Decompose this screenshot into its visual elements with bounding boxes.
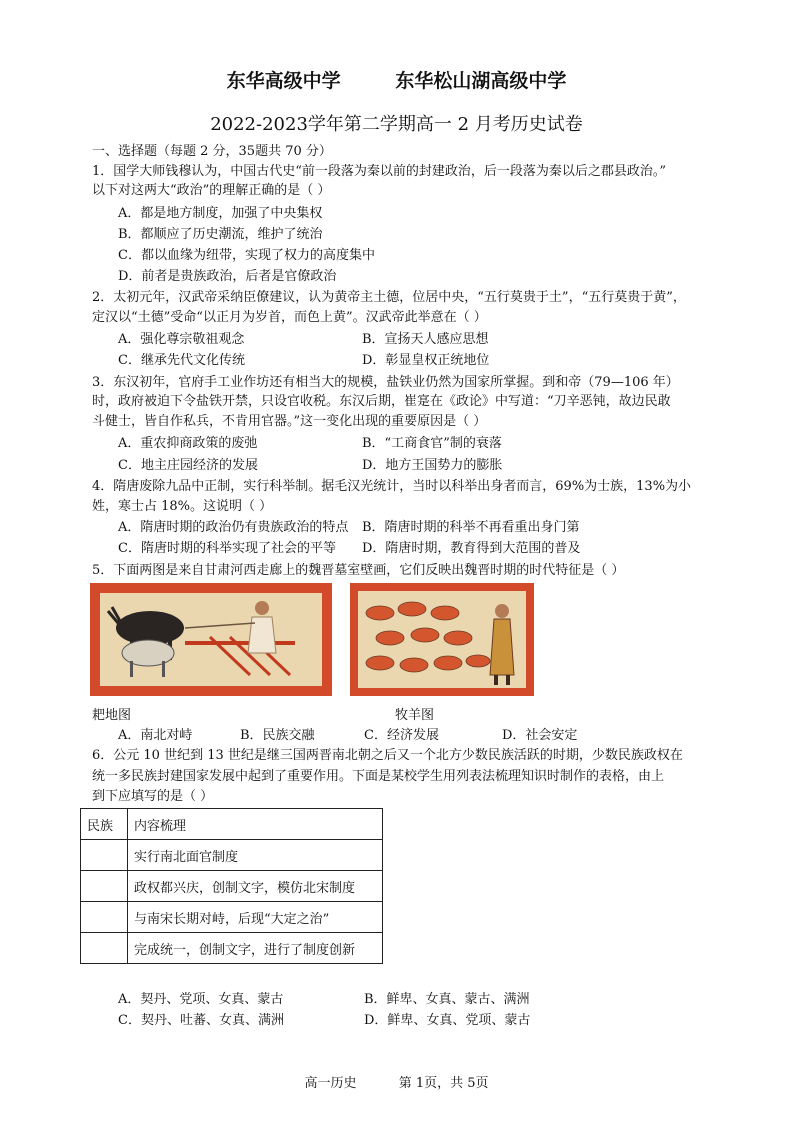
q1-stem-line2: 以下对这两大“政治”的理解正确的是（ ） — [92, 183, 331, 198]
exam-title: 2022-2023学年第二学期高一 2 月考历史试卷 — [210, 114, 583, 135]
table-header-row — [81, 809, 383, 840]
q3-option-b: B．“工商食官”制的衰落 — [362, 436, 502, 451]
ethnic-regime-table — [80, 808, 383, 964]
q3-stem-line1: 3．东汉初年，官府手工业作坊还有相当大的规模，盐铁业仍然为国家所掌握。到和帝（79—106 年） — [92, 375, 679, 390]
q6-stem-line1: 6．公元 10 世纪到 13 世纪是继三国两晋南北朝之后又一个北方少数民族活跃的时期，少数民族政权在 — [92, 748, 683, 763]
table-cell-blank — [81, 840, 128, 871]
q4-stem-line1: 4．隋唐废除九品中正制，实行科举制。据毛汉光统计，当时以科举出身者而言，69%为士族，13%为小 — [92, 479, 692, 494]
school-name-2: 东华松山湖高级中学 — [395, 70, 567, 92]
q1-stem-line1: 1．国学大师钱穆认为，中国古代史“前一段落为秦以前的封建政治，后一段落为秦以后之郡县政治。” — [92, 164, 667, 179]
table-cell-blank — [81, 902, 128, 933]
q5-option-d: D．社会安定 — [502, 728, 578, 743]
exam-header — [0, 66, 793, 93]
q1-option-c: C．都以血缘为纽带，实现了权力的高度集中 — [118, 248, 375, 263]
q4-option-c: C．隋唐时期的科举实现了社会的平等 — [118, 541, 336, 556]
q5-option-a: A．南北对峙 — [118, 728, 193, 743]
q5-option-b: B．民族交融 — [240, 728, 315, 743]
q2-option-d: D．彰显皇权正统地位 — [362, 353, 490, 368]
q6-stem-line3: 到下应填写的是（ ） — [92, 789, 214, 804]
q5-option-c: C．经济发展 — [364, 728, 439, 743]
q2-option-a: A．强化尊宗敬祖观念 — [118, 332, 245, 347]
q3-option-c: C．地主庄园经济的发展 — [118, 458, 258, 473]
image-caption-herding: 牧羊图 — [395, 708, 435, 723]
table-header-content: 内容梳理 — [128, 809, 383, 840]
table-cell: 完成统一，创制文字，进行了制度创新 — [128, 933, 383, 964]
table-cell-blank — [81, 871, 128, 902]
table-row — [81, 840, 383, 871]
section-heading: 一、选择题（每题 2 分，35题共 70 分） — [92, 144, 332, 159]
q1-option-a: A．都是地方制度，加强了中央集权 — [118, 206, 323, 221]
q4-option-a: A．隋唐时期的政治仍有贵族政治的特点 — [118, 520, 349, 535]
table-cell: 政权都兴庆，创制文字，模仿北宋制度 — [128, 871, 383, 902]
q1-option-b: B．都顺应了历史潮流，维护了统治 — [118, 227, 323, 242]
q4-stem-line2: 姓，寒士占 18%。这说明（ ） — [92, 499, 273, 514]
footer-subject: 高一历史 — [304, 1076, 357, 1091]
q6-option-a: A．契丹、党项、女真、蒙古 — [118, 992, 284, 1007]
q6-option-c: C．契丹、吐蕃、女真、满洲 — [118, 1013, 284, 1028]
table-header-ethnic: 民族 — [81, 809, 128, 840]
footer-page-number: 第 1页，共 5页 — [398, 1076, 489, 1091]
q6-option-d: D．鲜卑、女真、党项、蒙古 — [364, 1013, 531, 1028]
page-footer — [0, 1072, 793, 1091]
q2-stem-line2: 定汉以“土德”受命“以正月为岁首，而色上黄”。汉武帝此举意在（ ） — [92, 310, 487, 325]
image-caption-harrowing: 耙地图 — [92, 708, 132, 723]
q3-option-d: D．地方王国势力的膨胀 — [362, 458, 503, 473]
table-cell: 与南宋长期对峙，后现“大定之治” — [128, 902, 383, 933]
table-row — [81, 933, 383, 964]
q3-option-a: A．重农抑商政策的废弛 — [118, 436, 258, 451]
q5-stem: 5．下面两图是来自甘肃河西走廊上的魏晋墓室壁画，它们反映出魏晋时期的时代特征是（ ） — [92, 563, 625, 578]
q1-option-d: D．前者是贵族政治，后者是官僚政治 — [118, 269, 337, 284]
q3-stem-line3: 斗健士，皆自作私兵，不肯用官器。”这一变化出现的重要原因是（ ） — [92, 414, 487, 429]
harrowing-mural-image — [90, 583, 332, 696]
q2-stem-line1: 2．太初元年，汉武帝采纳臣僚建议，认为黄帝主土德，位居中央，“五行莫贵于土”，“五行莫贵于黄”， — [92, 290, 686, 305]
sheep-herding-mural-image — [350, 583, 534, 696]
q4-option-b: B．隋唐时期的科举不再看重出身门第 — [362, 520, 580, 535]
table-cell-blank — [81, 933, 128, 964]
table-row — [81, 871, 383, 902]
q2-option-b: B．宣扬天人感应思想 — [362, 332, 489, 347]
q4-option-d: D．隋唐时期，教育得到大范围的普及 — [362, 541, 581, 556]
table-cell: 实行南北面官制度 — [128, 840, 383, 871]
q6-option-b: B．鲜卑、女真、蒙古、满洲 — [364, 992, 530, 1007]
q6-stem-line2: 统一多民族封建国家发展中起到了重要作用。下面是某校学生用列表法梳理知识时制作的表格，由上 — [92, 769, 665, 784]
q3-stem-line2: 时，政府被迫下令盐铁开禁，只设官收税。东汉后期，崔寔在《政论》中写道：“刀辛恶钝，故边民敢 — [92, 394, 671, 409]
school-name-1: 东华高级中学 — [226, 70, 341, 92]
table-row — [81, 902, 383, 933]
q2-option-c: C．继承先代文化传统 — [118, 353, 245, 368]
